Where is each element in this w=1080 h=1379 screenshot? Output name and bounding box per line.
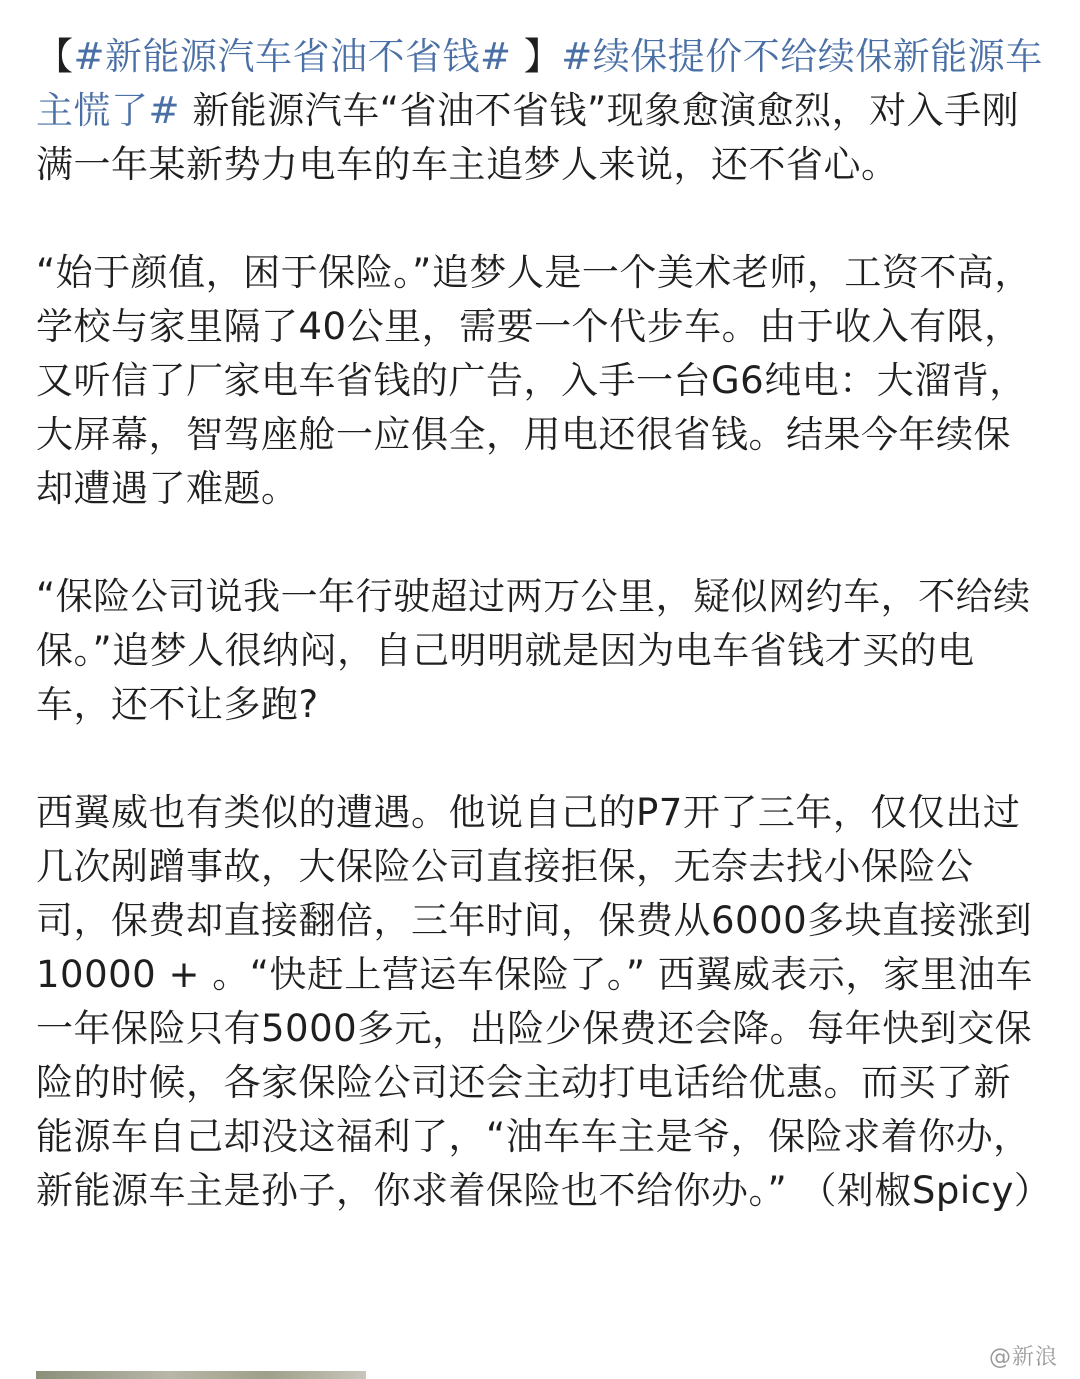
hashtag-link-ev-save-fuel[interactable]: #新能源汽车省油不省钱# xyxy=(73,35,512,78)
paragraph-1 xyxy=(36,30,1046,192)
paragraph-3: “保险公司说我一年行驶超过两万公里，疑似网约车，不给续保。”追梦人很纳闷，自己明明就是因为电车省钱才买的电车，还不让多跑? xyxy=(36,575,1031,726)
watermark-text: @新浪 xyxy=(988,1345,1058,1370)
paragraph-4: 西翼威也有类似的遭遇。他说自己的P7开了三年，仅仅出过几次剐蹭事故，大保险公司直接拒保，无奈去找小保险公司，保费却直接翻倍，三年时间，保费从6000多块直接涨到10000 + 。“快赶上营运车保险了。” 西翼威表示，家里油车一年保险只有5000多元，出险少保费还会降。每年快到交保险的时候，各家保险公司还会主动打电话给优惠。而买了新能源车自己却没这福利了，“油车车主是爷，保险求着你办，新能源车主是孙子，你求着保险也不给你办。” （剁椒Spicy） xyxy=(36,791,1052,1212)
bracket-close: 】 xyxy=(511,35,562,78)
paragraph-1-text: 新能源汽车“省油不省钱”现象愈演愈烈，对入手刚满一年某新势力电车的车主追梦人来说，还不省心。 xyxy=(36,89,1020,186)
bracket-open: 【 xyxy=(36,35,74,78)
paragraph-2: “始于颜值，困于保险。”追梦人是一个美术老师，工资不高，学校与家里隔了40公里，需要一个代步车。由于收入有限，又听信了厂家电车省钱的广告，入手一台G6纯电：大溜背，大屏幕，智驾座舱一应俱全，用电还很省钱。结果今年续保却遭遇了难题。 xyxy=(36,251,1032,510)
post-body xyxy=(36,30,1052,1218)
hashtag-link-renewal-price[interactable]: #续保提价不给续保新能源车主慌了# xyxy=(36,35,1043,132)
attached-image-preview[interactable] xyxy=(36,1371,366,1379)
